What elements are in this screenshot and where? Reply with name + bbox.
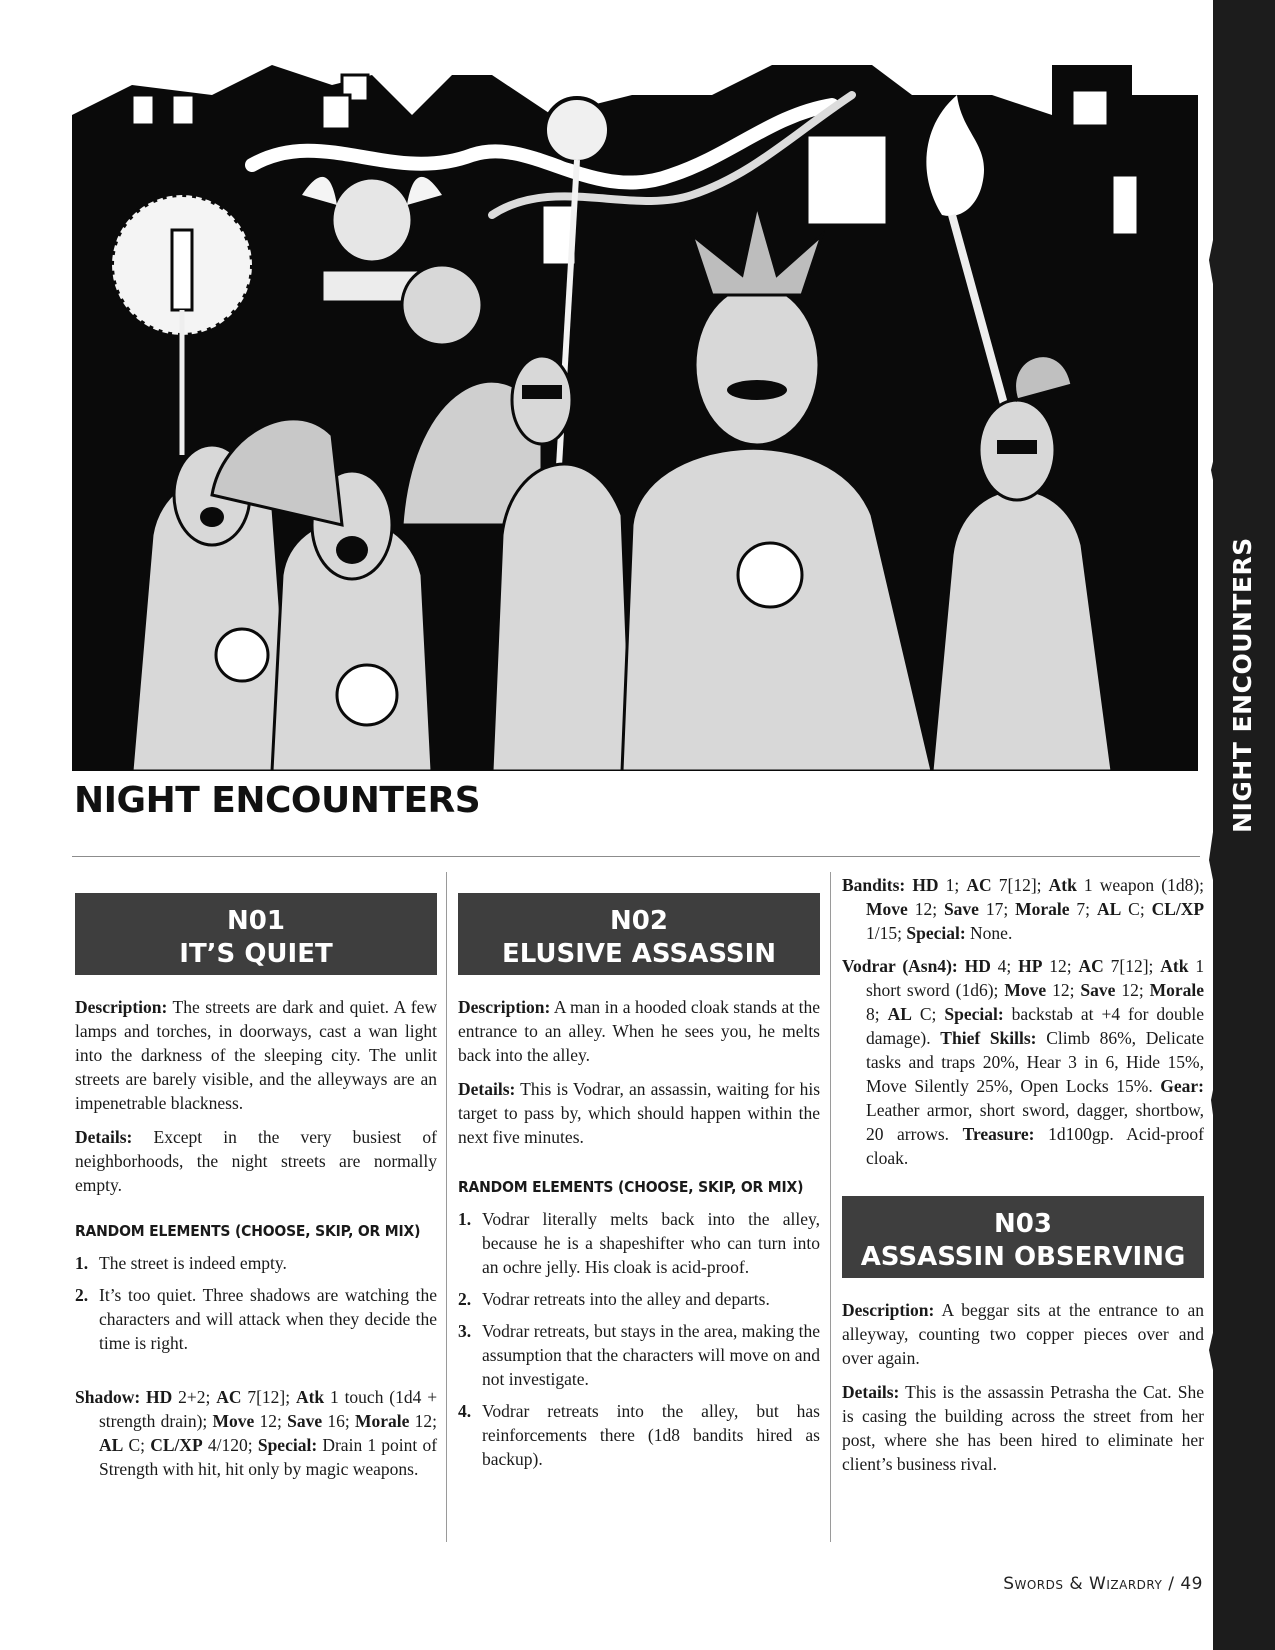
- details-label: Details:: [75, 1127, 133, 1147]
- details-paragraph: [458, 1077, 820, 1149]
- details-label: Details:: [842, 1382, 900, 1402]
- list-item-text: Vodrar literally melts back into the alley, because he is a shapeshifter who can turn into an ochre jelly. His cloak is acid-proof.: [482, 1209, 820, 1277]
- details-paragraph: [75, 1125, 437, 1197]
- encounter-header: [75, 893, 437, 975]
- stat-name: Bandits:: [842, 875, 906, 895]
- list-item: [458, 1399, 820, 1471]
- description-paragraph: [75, 995, 437, 1115]
- description-text: The streets are dark and quiet. A few lamps and torches, in doorways, cast a wan light into the darkness of the sleeping city. The unlit streets are barely visible, and the alleyways are an impenetrable blackness.: [75, 997, 437, 1113]
- side-tab-label: NIGHT ENCOUNTERS: [1228, 537, 1257, 833]
- description-paragraph: [458, 995, 820, 1067]
- encounter-title: IT’S QUIET: [179, 939, 333, 969]
- list-item: [458, 1287, 820, 1311]
- description-label: Description:: [75, 997, 168, 1017]
- details-text: This is the assassin Petrasha the Cat. She is casing the building across the street from her post, where she has been hired to eliminate her client’s business rival.: [842, 1382, 1204, 1474]
- random-elements-list: [458, 1207, 820, 1471]
- list-item-number: 4.: [458, 1401, 472, 1421]
- details-text: Except in the very busiest of neighborhoods, the night streets are normally empty.: [75, 1127, 438, 1195]
- details-text: This is Vodrar, an assassin, waiting for his target to pass by, which should happen within the next five minutes.: [458, 1079, 821, 1147]
- list-item-number: 2.: [75, 1285, 89, 1305]
- encounter-title: ELUSIVE ASSASSIN: [501, 939, 777, 969]
- random-elements-heading: RANDOM ELEMENTS (CHOOSE, SKIP, OR MIX): [75, 1222, 421, 1240]
- list-item-number: 2.: [458, 1289, 472, 1309]
- encounter-n01: [75, 893, 437, 1481]
- description-label: Description:: [842, 1300, 935, 1320]
- encounter-header: [458, 893, 820, 975]
- description-paragraph: [842, 1298, 1204, 1370]
- description-text: A man in a hooded cloak stands at the entrance to an alley. When he sees you, he melts back into the alley.: [458, 997, 820, 1065]
- encounter-title: ASSASSIN OBSERVING: [860, 1242, 1186, 1272]
- page-footer: [1003, 1574, 1203, 1594]
- book-title: Swords & Wizardry: [1003, 1574, 1163, 1594]
- random-elements-list: [75, 1251, 437, 1355]
- chapter-title: NIGHT ENCOUNTERS: [74, 780, 481, 821]
- list-item-number: 3.: [458, 1321, 472, 1341]
- stat-block-shadow: Shadow: HD 2+2; AC 7[12]; Atk 1 touch (1d4 + strength drain); Move 12; Save 16; Morale 12; AL C; CL/XP 4/120; Special: Drain 1 point of Strength with hit, hit only by magic weapons.: [75, 1387, 438, 1479]
- list-item: [458, 1207, 820, 1279]
- column-divider: [830, 872, 831, 1542]
- stat-block-bandits: Bandits: HD 1; AC 7[12]; Atk 1 weapon (1d8); Move 12; Save 17; Morale 7; AL C; CL/XP 1/15; Special: None.: [842, 875, 1205, 943]
- list-item-text: It’s too quiet. Three shadows are watching the characters and will attack when they decide the time is right.: [99, 1285, 437, 1353]
- chapter-title-rule: [72, 856, 1200, 857]
- list-item-text: Vodrar retreats into the alley, but has reinforcements there (1d8 bandits hired as backup).: [482, 1401, 820, 1469]
- list-item-number: 1.: [75, 1253, 89, 1273]
- stat-name: Vodrar (Asn4):: [842, 956, 958, 976]
- footer-separator: /: [1168, 1574, 1175, 1594]
- encounter-code: N03: [994, 1209, 1052, 1239]
- details-paragraph: [842, 1380, 1204, 1476]
- random-elements-heading: RANDOM ELEMENTS (CHOOSE, SKIP, OR MIX): [458, 1178, 804, 1196]
- list-item-number: 1.: [458, 1209, 472, 1229]
- encounter-n03-header: [842, 1196, 1204, 1278]
- list-item-text: The street is indeed empty.: [99, 1253, 287, 1273]
- stat-block-vodrar: Vodrar (Asn4): HD 4; HP 12; AC 7[12]; Atk 1 short sword (1d6); Move 12; Save 12; Morale 8; AL C; Special: backstab at +4 for double damage). Thief Skills: Climb 86%, Delicate tasks and traps 20%, Hear 3 in 6, Hide 15%, Move Silently 25%, Open Locks 15%. Gear: Leather armor, short sword, dagger, shortbow, 20 arrows. Treasure: 1d100gp. Acid-proof cloak.: [842, 956, 1205, 1168]
- column-three: [842, 873, 1204, 1476]
- encounter-n02: [458, 893, 820, 1471]
- encounter-code: N01: [227, 906, 285, 936]
- description-label: Description:: [458, 997, 551, 1017]
- list-item: [75, 1251, 437, 1275]
- description-text: A beggar sits at the entrance to an alleyway, counting two copper pieces over and over again.: [842, 1300, 1204, 1368]
- list-item: [458, 1319, 820, 1391]
- list-item: [75, 1283, 437, 1355]
- column-divider: [446, 872, 447, 1542]
- list-item-text: Vodrar retreats into the alley and departs.: [482, 1289, 770, 1309]
- details-label: Details:: [458, 1079, 516, 1099]
- stat-name: Shadow:: [75, 1387, 141, 1407]
- list-item-text: Vodrar retreats, but stays in the area, making the assumption that the characters will move on and not investigate.: [482, 1321, 820, 1389]
- page-number: 49: [1180, 1574, 1203, 1594]
- encounter-code: N02: [610, 906, 668, 936]
- illustration: [72, 55, 1198, 771]
